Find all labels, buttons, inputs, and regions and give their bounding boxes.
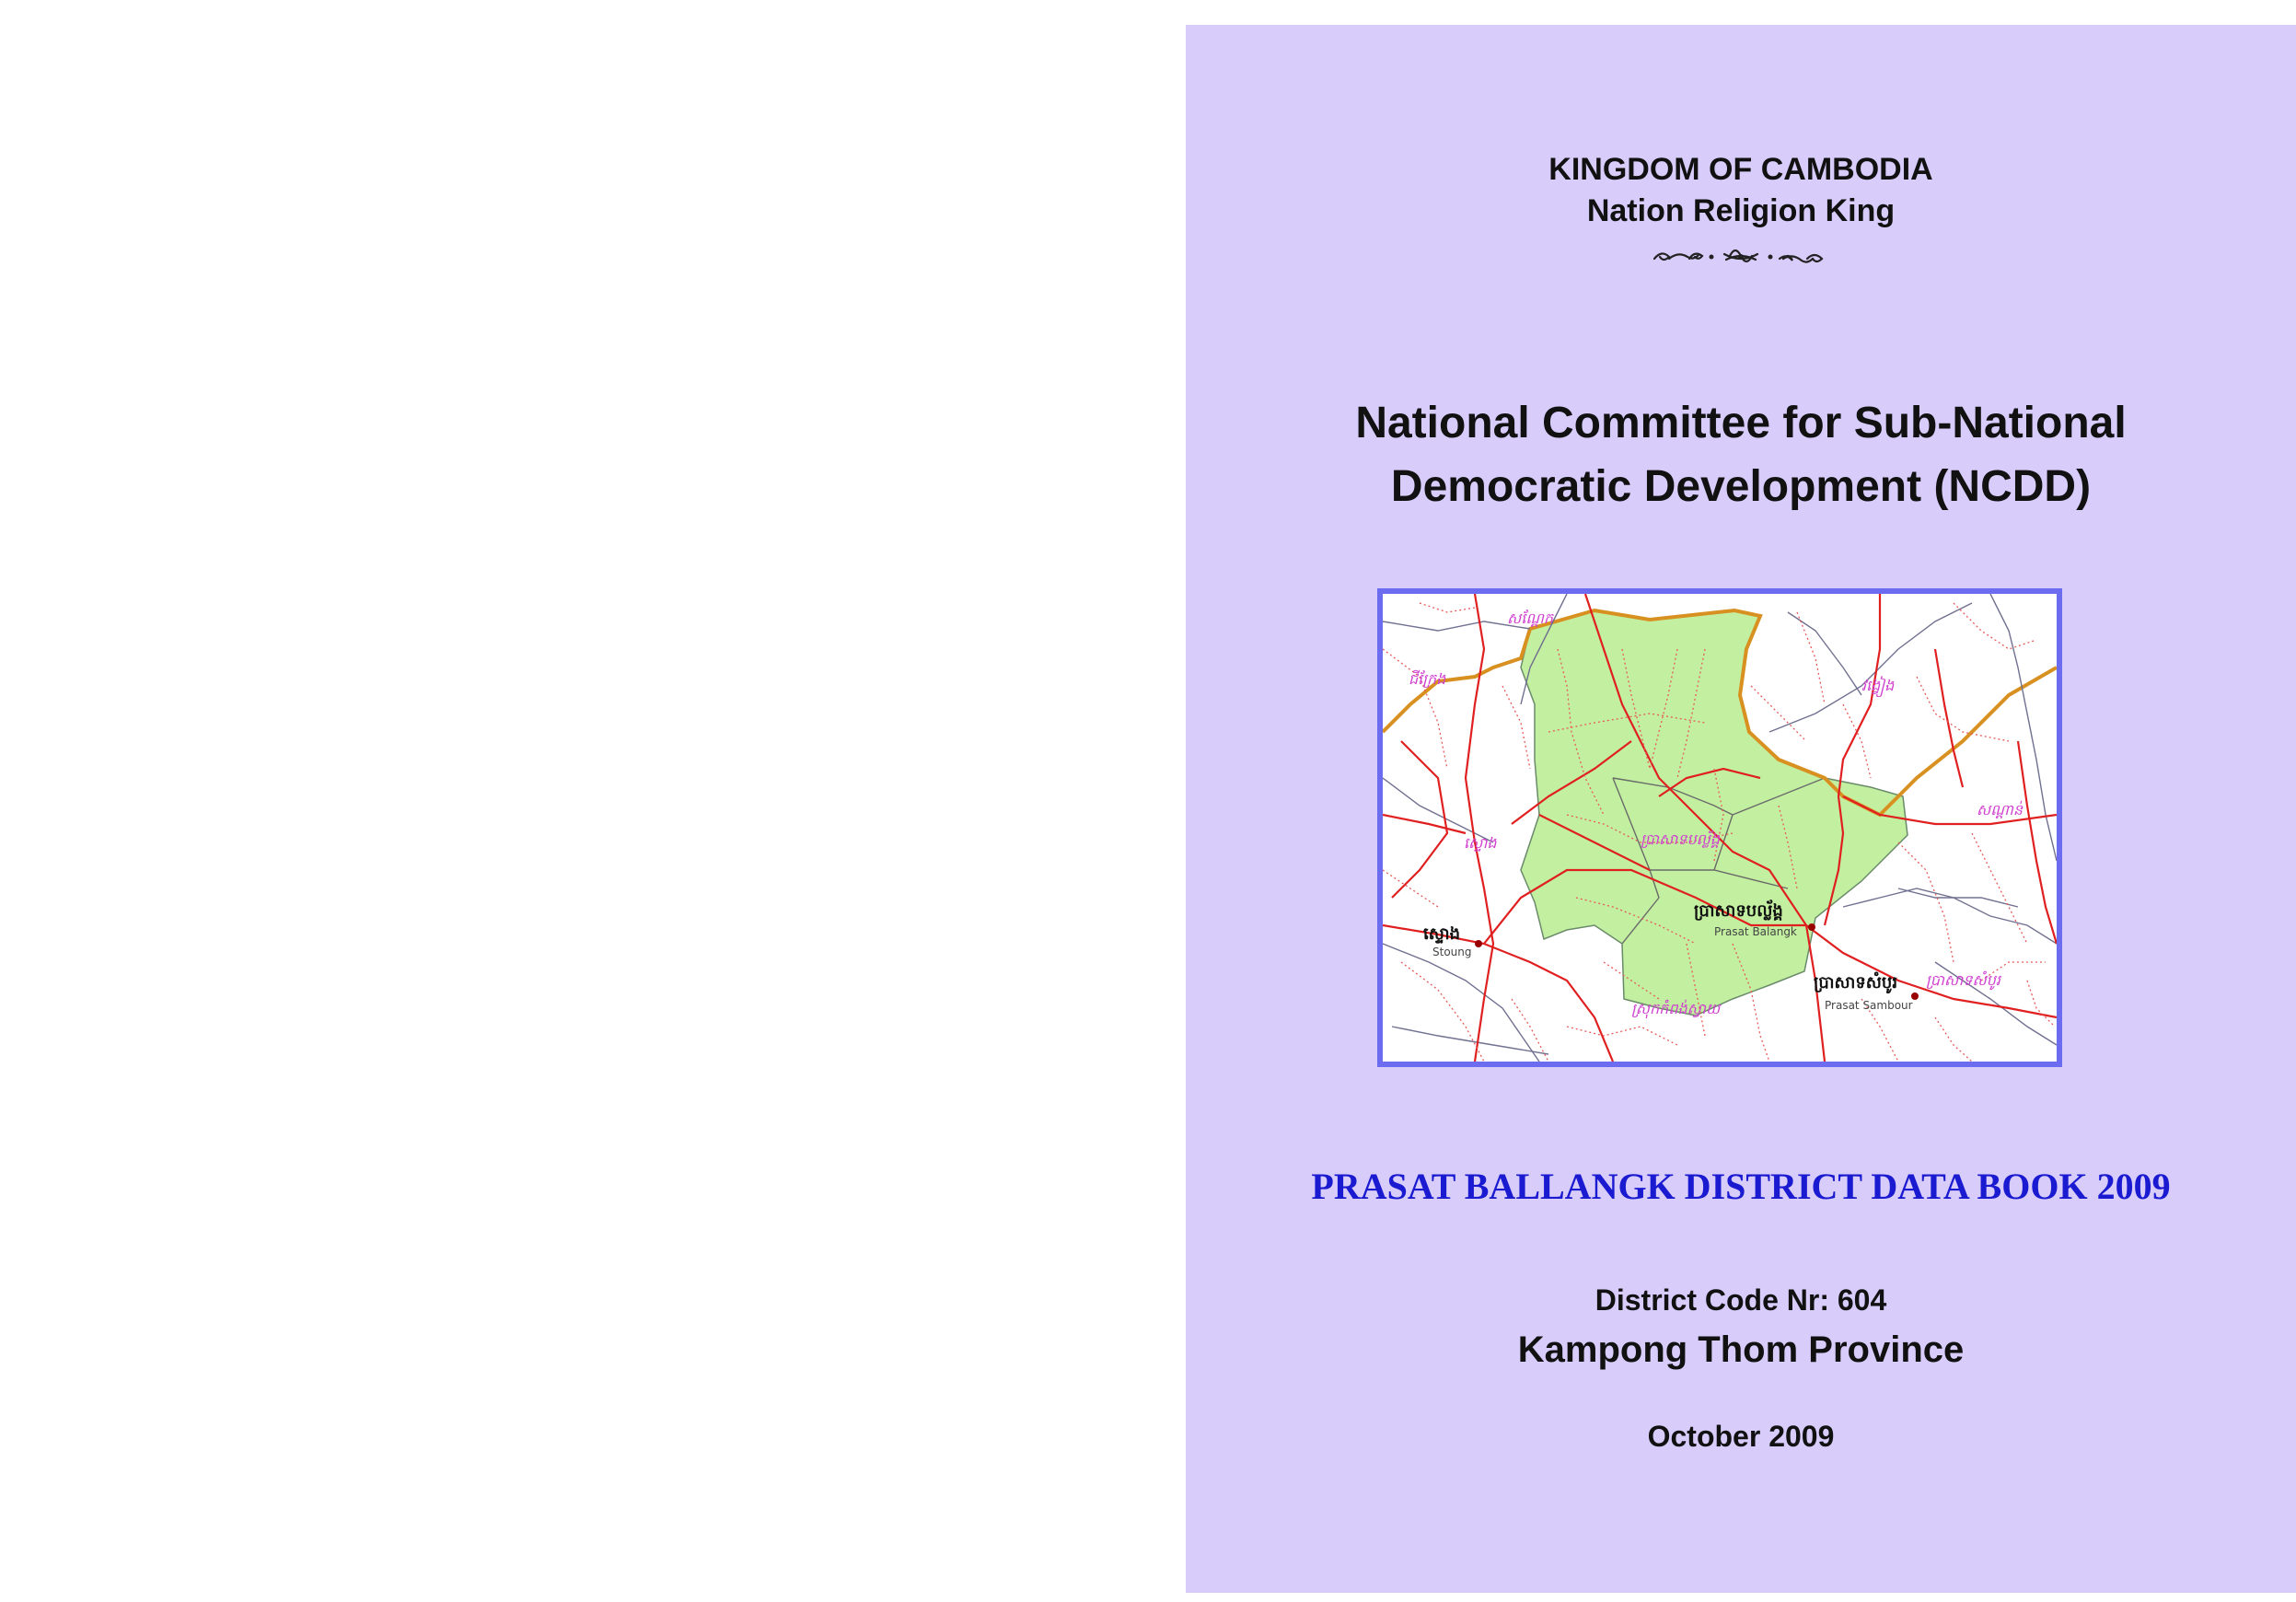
map-label-bottom-center: ស្រុកកំពង់ស្វាយ bbox=[1631, 1000, 1721, 1017]
committee-line-2: Democratic Development (NCDD) bbox=[1390, 462, 2092, 511]
town-label-prasat-balangk-en: Prasat Balangk bbox=[1714, 925, 1797, 938]
map-label-left-upper: ជីក្រែង bbox=[1409, 670, 1446, 688]
cover-page bbox=[1186, 25, 2296, 1593]
map-label-bottom-right: ប្រាសាទសំបូរ bbox=[1926, 971, 2000, 989]
district-map-image bbox=[1383, 594, 2057, 1062]
committee-title bbox=[1186, 391, 2296, 518]
map-label-center: ប្រាសាទបល្ល័ង្គ bbox=[1641, 830, 1721, 848]
publication-date: October 2009 bbox=[1647, 1420, 1835, 1453]
data-book-title: PRASAT BALLANGK DISTRICT DATA BOOK 2009 bbox=[1311, 1166, 2171, 1207]
province-name: Kampong Thom Province bbox=[1517, 1329, 1965, 1370]
decorative-flourish-icon bbox=[1186, 242, 2296, 274]
country-name: KINGDOM OF CAMBODIA bbox=[1548, 152, 1933, 187]
town-label-prasat-sambour-kh: ប្រាសាទសំបូរ bbox=[1814, 973, 1898, 993]
town-marker-stoung bbox=[1475, 940, 1482, 947]
committee-line-1: National Committee for Sub-National bbox=[1355, 399, 2127, 447]
map-label-top: សណ្ដែក bbox=[1507, 609, 1553, 627]
district-code: District Code Nr: 604 bbox=[1594, 1283, 1887, 1317]
map-label-right-upper: វង្វៀង bbox=[1861, 677, 1895, 694]
town-marker-prasat-balangk bbox=[1808, 923, 1815, 931]
town-label-stoung-en: Stoung bbox=[1432, 946, 1472, 958]
map-label-left-mid: ស្ទោង bbox=[1464, 834, 1497, 852]
map-label-right-mid: សណ្ដាន់ bbox=[1977, 801, 2023, 818]
town-label-prasat-balangk-kh: ប្រាសាទបល្ល័ង្គ bbox=[1694, 901, 1783, 921]
town-label-prasat-sambour-en: Prasat Sambour bbox=[1825, 999, 1913, 1012]
national-motto: Nation Religion King bbox=[1586, 193, 1896, 228]
district-map bbox=[1377, 588, 2062, 1067]
town-label-stoung-kh: ស្ទោង bbox=[1423, 924, 1460, 944]
